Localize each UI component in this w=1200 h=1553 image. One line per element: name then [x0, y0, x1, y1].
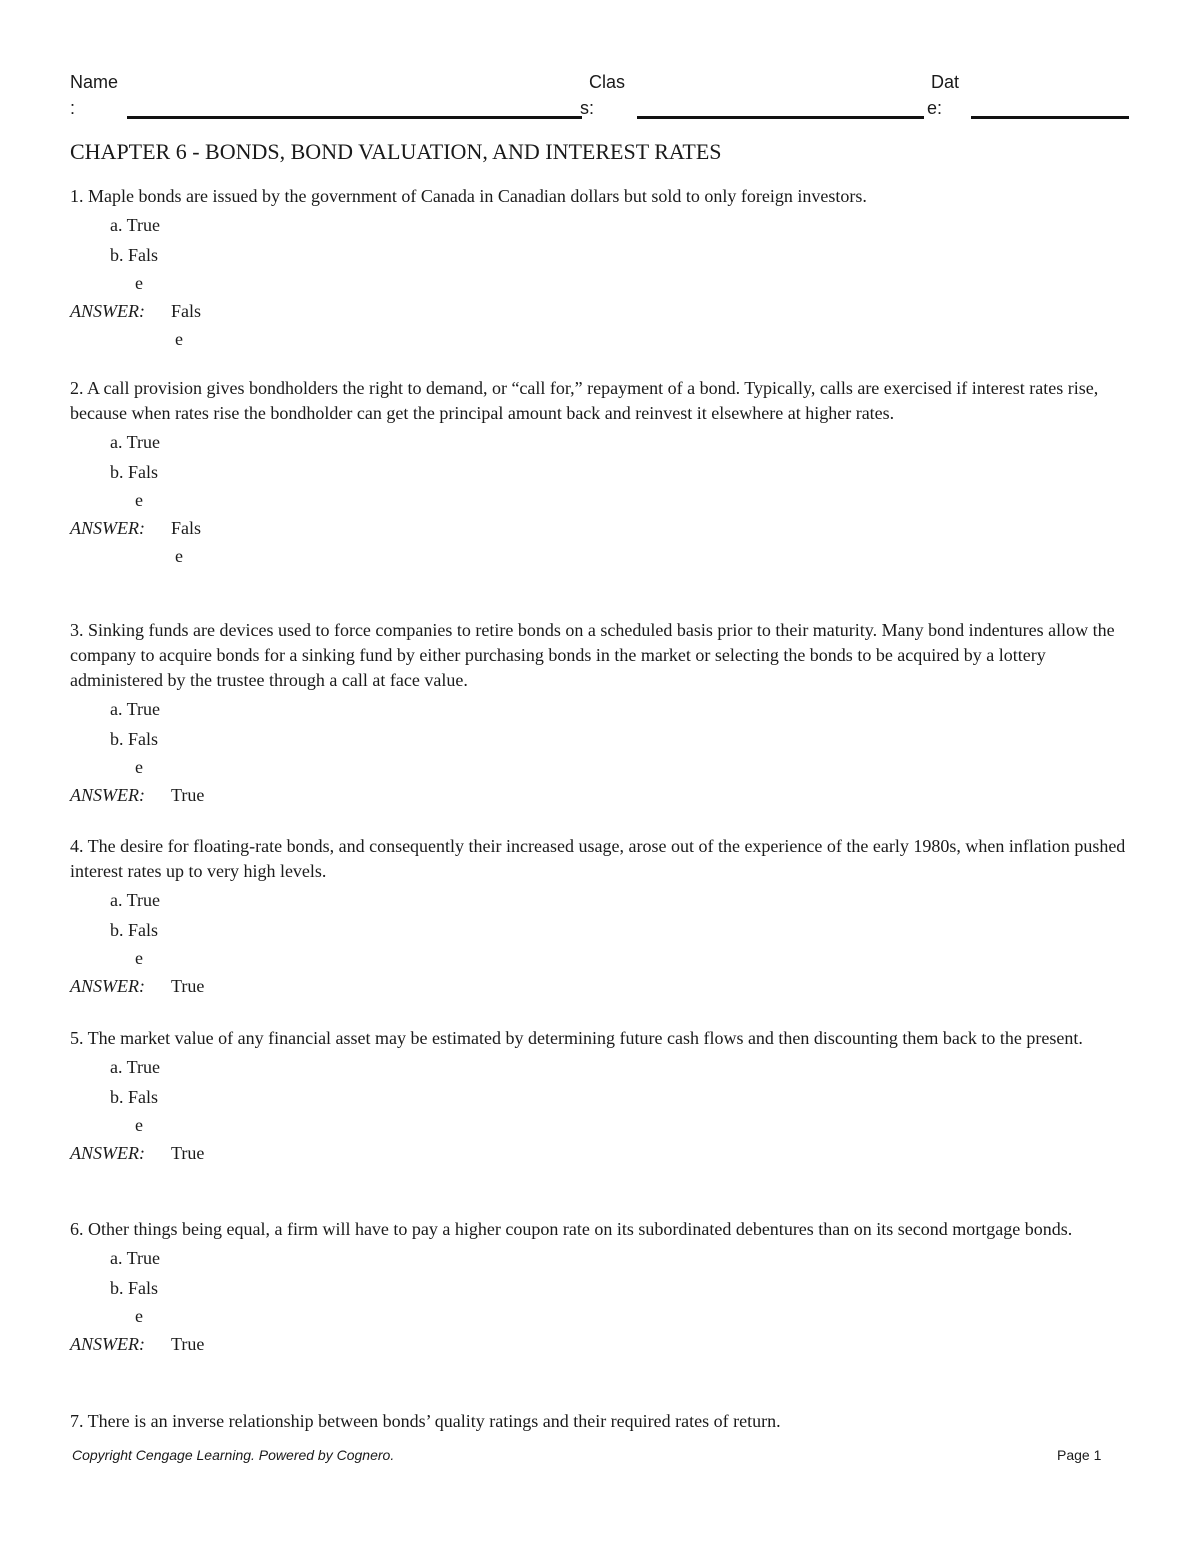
answer-label: ANSWER:	[70, 1143, 145, 1163]
option-false-wrap: e	[135, 1306, 143, 1326]
option-false-wrap: e	[135, 1115, 143, 1135]
question-stem: 2. A call provision gives bondholders the right to demand, or “call for,” repayment of a bond. Typically, calls are exercised if interest rates rise, because when rates rise the bondholder can get the principal amount back and reinvest it elsewhere at higher rates.	[70, 378, 1099, 423]
answer-row	[70, 513, 1130, 569]
chapter-title: CHAPTER 6 - BONDS, BOND VALUATION, AND INTEREST RATES	[70, 139, 722, 164]
answer-row	[70, 971, 1130, 1001]
question-stem: 5. The market value of any financial asset may be estimated by determining future cash flows and then discounting them back to the present.	[70, 1028, 1083, 1048]
question-stem: 7. There is an inverse relationship between bonds’ quality ratings and their required rates of return.	[70, 1411, 781, 1431]
answer-value-wrap: e	[175, 546, 183, 566]
answer-label: ANSWER:	[70, 518, 145, 538]
option-false-wrap: e	[135, 273, 143, 293]
question-6	[70, 1217, 1130, 1359]
question-stem: 6. Other things being equal, a firm will have to pay a higher coupon rate on its subordinated debentures than on its second mortgage bonds.	[70, 1219, 1073, 1239]
answer-value: True	[171, 785, 205, 805]
answer-value: Fals	[171, 518, 202, 538]
answer-label: ANSWER:	[70, 301, 145, 321]
question-1	[70, 184, 1130, 352]
option-false-wrap: e	[135, 948, 143, 968]
date-label-bottom: e:	[927, 98, 943, 118]
class-label-top: Clas	[589, 72, 626, 92]
answer-label: ANSWER:	[70, 785, 145, 805]
option-false[interactable]: b. Fals	[110, 920, 159, 940]
option-true[interactable]: a. True	[110, 215, 161, 235]
question-4	[70, 834, 1130, 1001]
answer-row	[70, 1138, 1130, 1168]
answer-row	[70, 1329, 1130, 1359]
date-field[interactable]	[971, 116, 1129, 119]
option-true[interactable]: a. True	[110, 1057, 161, 1077]
answer-value-wrap: e	[175, 329, 183, 349]
copyright-notice: Copyright Cengage Learning. Powered by Cognero.	[72, 1447, 395, 1463]
option-false[interactable]: b. Fals	[110, 462, 159, 482]
question-2	[70, 376, 1130, 569]
class-label-bottom: s:	[580, 98, 595, 118]
answer-value: True	[171, 1334, 205, 1354]
option-false-wrap: e	[135, 490, 143, 510]
date-label-top: Dat	[931, 72, 960, 92]
option-true[interactable]: a. True	[110, 890, 161, 910]
question-3	[70, 618, 1130, 810]
answer-value: True	[171, 976, 205, 996]
answer-row	[70, 296, 1130, 352]
answer-row	[70, 780, 1130, 810]
option-false[interactable]: b. Fals	[110, 1087, 159, 1107]
option-true[interactable]: a. True	[110, 432, 161, 452]
class-field[interactable]	[637, 116, 924, 119]
name-field[interactable]	[127, 116, 582, 119]
page-number: Page 1	[1057, 1447, 1102, 1463]
question-stem: 4. The desire for floating-rate bonds, and consequently their increased usage, arose out of the experience of the early 1980s, when inflation pushed interest rates up to very high levels.	[70, 836, 1126, 881]
answer-label: ANSWER:	[70, 976, 145, 996]
option-false[interactable]: b. Fals	[110, 245, 159, 265]
question-5	[70, 1026, 1130, 1168]
answer-value: Fals	[171, 301, 202, 321]
option-false[interactable]: b. Fals	[110, 1278, 159, 1298]
option-true[interactable]: a. True	[110, 699, 161, 719]
name-label-bottom: :	[70, 98, 76, 118]
question-stem: 3. Sinking funds are devices used to force companies to retire bonds on a scheduled basis prior to their maturity. Many bond indentures allow the company to acquire bonds for a sinking fund by either purchasing bonds in the market or selecting the bonds to be acquired by a lottery administered by the trustee through a call at face value.	[70, 620, 1115, 690]
option-false[interactable]: b. Fals	[110, 729, 159, 749]
question-7	[70, 1409, 1130, 1434]
answer-label: ANSWER:	[70, 1334, 145, 1354]
question-stem: 1. Maple bonds are issued by the government of Canada in Canadian dollars but sold to only foreign investors.	[70, 186, 867, 206]
option-false-wrap: e	[135, 757, 143, 777]
name-label-top: Name	[70, 72, 119, 92]
answer-value: True	[171, 1143, 205, 1163]
option-true[interactable]: a. True	[110, 1248, 161, 1268]
